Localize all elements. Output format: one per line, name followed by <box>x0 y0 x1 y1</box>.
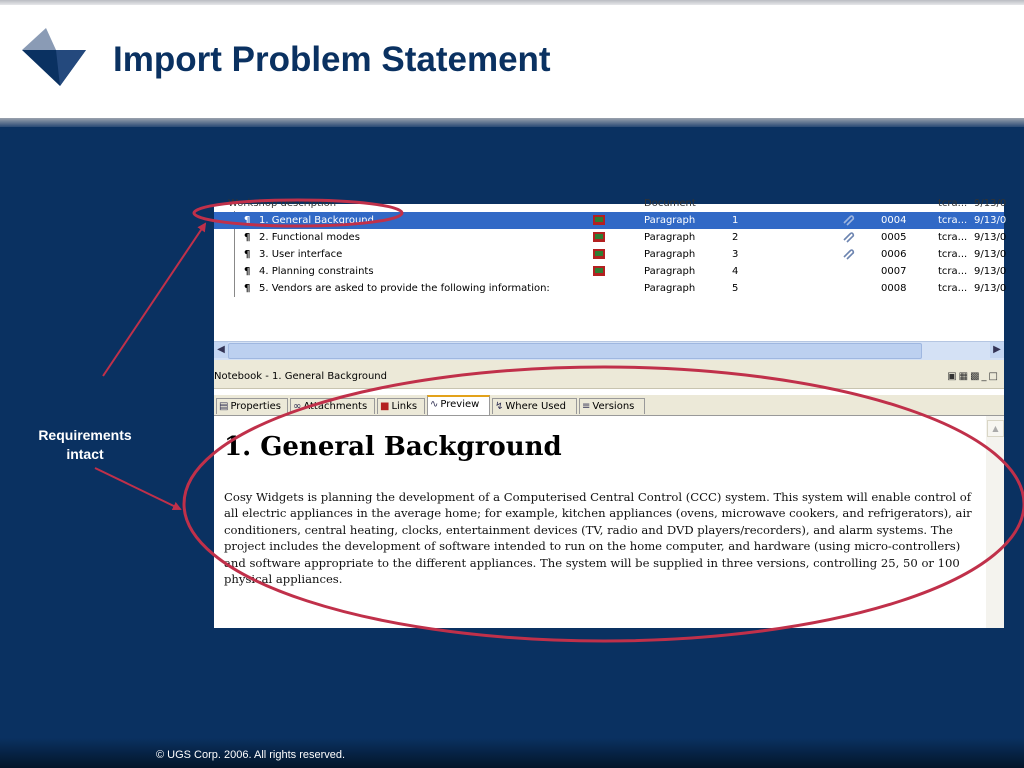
paragraph-icon: ¶ <box>244 283 251 294</box>
horizontal-scrollbar[interactable] <box>214 341 1004 361</box>
tab-where-used[interactable]: ↯ Where Used <box>492 398 577 414</box>
row-number: 2 <box>732 232 739 243</box>
row-date: 9/13/0 <box>974 215 1007 226</box>
header-top-line <box>0 0 1024 5</box>
partial-row-type: Document <box>644 198 696 209</box>
row-id: 0005 <box>881 232 907 243</box>
row-type: Paragraph <box>644 215 696 226</box>
note-line-1: Requirements <box>38 427 132 443</box>
row-name: 3. User interface <box>259 249 343 260</box>
row-id: 0006 <box>881 249 907 260</box>
requirement-icon <box>592 214 606 226</box>
tab-attachments[interactable]: ∞ Attachments <box>290 398 375 414</box>
attachment-icon <box>842 231 854 243</box>
paperclip-icon: ∞ <box>293 401 302 412</box>
row-number: 1 <box>732 215 739 226</box>
app-screenshot <box>214 198 1007 628</box>
where-used-icon: ↯ <box>495 401 504 412</box>
requirement-icon <box>592 248 606 260</box>
requirement-icon <box>592 231 606 243</box>
links-icon: ■ <box>380 401 390 412</box>
requirement-icon <box>592 265 606 277</box>
row-owner: tcra... <box>938 215 968 226</box>
attachment-icon <box>842 214 854 226</box>
table-row[interactable] <box>214 263 1007 280</box>
versions-icon: ≡ <box>582 401 591 412</box>
note-line-2: intact <box>66 446 104 462</box>
grid-icon[interactable]: ▩ <box>970 371 982 382</box>
preview-pane <box>214 416 1004 628</box>
layout-icon[interactable]: ▣ <box>947 371 959 382</box>
paragraph-icon: ¶ <box>244 232 251 243</box>
table-row[interactable] <box>214 246 1007 263</box>
requirements-intact-note <box>20 426 150 464</box>
preview-body: Cosy Widgets is planning the development of a Computerised Central Control (CCC) system. This system will enable control of all electric appliances in the average home; for example, kitchen appliances (ovens, microwave cookers, and refrigerators), air conditioners, central heating, clocks, entertainment devices (TV, radio and DVD players/recorders), and alarm systems. The project includes the development of software intended to run on the home computer, and hardware (using micro-controllers) and software appropriate to the different appliances. The system will be supplied in three versions, controlling 25, 50 or 100 physical appliances. <box>224 490 972 587</box>
slide-title: Import Problem Statement <box>113 40 551 79</box>
ugs-logo <box>16 24 88 88</box>
vertical-scrollbar[interactable] <box>986 416 1004 628</box>
row-name: 4. Planning constraints <box>259 266 374 277</box>
row-number: 4 <box>732 266 739 277</box>
scroll-up-arrow-icon[interactable]: ▲ <box>987 420 1004 437</box>
row-id: 0008 <box>881 283 907 294</box>
row-date: 9/13/0 <box>974 266 1007 277</box>
row-type: Paragraph <box>644 232 696 243</box>
row-number: 3 <box>732 249 739 260</box>
paragraph-icon: ¶ <box>244 249 251 260</box>
row-owner: tcra... <box>938 249 968 260</box>
row-owner: tcra... <box>938 266 968 277</box>
slide-header <box>0 0 1024 122</box>
attachment-icon <box>842 248 854 260</box>
row-owner: tcra... <box>938 232 968 243</box>
header-shadow <box>0 118 1024 127</box>
row-number: 5 <box>732 283 739 294</box>
row-owner: tcra... <box>938 283 968 294</box>
scrollbar-thumb[interactable] <box>228 343 922 359</box>
slide-footer <box>0 738 1024 768</box>
paragraph-icon: ¶ <box>244 215 251 226</box>
partial-row-date: 9/13/0 <box>974 198 1007 209</box>
preview-heading: 1. General Background <box>224 432 562 462</box>
paragraph-icon: ¶ <box>244 266 251 277</box>
arrow-to-row <box>103 224 205 376</box>
row-name: 5. Vendors are asked to provide the following information: <box>259 283 550 294</box>
row-type: Paragraph <box>644 249 696 260</box>
scroll-right-arrow-icon[interactable]: ▶ <box>990 342 1004 358</box>
row-date: 9/13/0 <box>974 283 1007 294</box>
copyright-text: © UGS Corp. 2006. All rights reserved. <box>156 749 346 761</box>
notebook-titlebar <box>214 366 1004 389</box>
partial-row-workshop[interactable] <box>214 197 1007 211</box>
partial-row-owner: tcra... <box>938 198 968 209</box>
maximize-icon[interactable]: □ <box>988 371 1000 382</box>
row-name: 2. Functional modes <box>259 232 360 243</box>
notebook-toolbar <box>947 371 1000 382</box>
row-type: Paragraph <box>644 266 696 277</box>
arrow-to-preview <box>95 468 180 509</box>
row-date: 9/13/0 <box>974 232 1007 243</box>
table-row[interactable] <box>214 212 1007 229</box>
partial-row-name: Workshop description <box>228 198 337 209</box>
tab-versions[interactable]: ≡ Versions <box>579 398 645 414</box>
table-row[interactable] <box>214 280 1007 297</box>
scroll-left-arrow-icon[interactable]: ◀ <box>214 342 228 358</box>
notebook-tabs <box>214 395 1004 416</box>
tab-properties[interactable]: ▤ Properties <box>216 398 288 414</box>
row-id: 0004 <box>881 215 907 226</box>
properties-icon: ▤ <box>219 401 229 412</box>
row-name: 1. General Background <box>259 215 374 226</box>
table-row[interactable] <box>214 229 1007 246</box>
notebook-title: Notebook - 1. General Background <box>214 371 387 382</box>
tab-preview[interactable]: ∿ Preview <box>427 395 490 415</box>
tree-icon[interactable]: ▦ <box>958 371 971 382</box>
row-date: 9/13/0 <box>974 249 1007 260</box>
minimize-icon[interactable]: _ <box>981 371 989 382</box>
tab-links[interactable]: ■ Links <box>377 398 425 414</box>
row-type: Paragraph <box>644 283 696 294</box>
row-id: 0007 <box>881 266 907 277</box>
preview-icon: ∿ <box>430 399 439 410</box>
